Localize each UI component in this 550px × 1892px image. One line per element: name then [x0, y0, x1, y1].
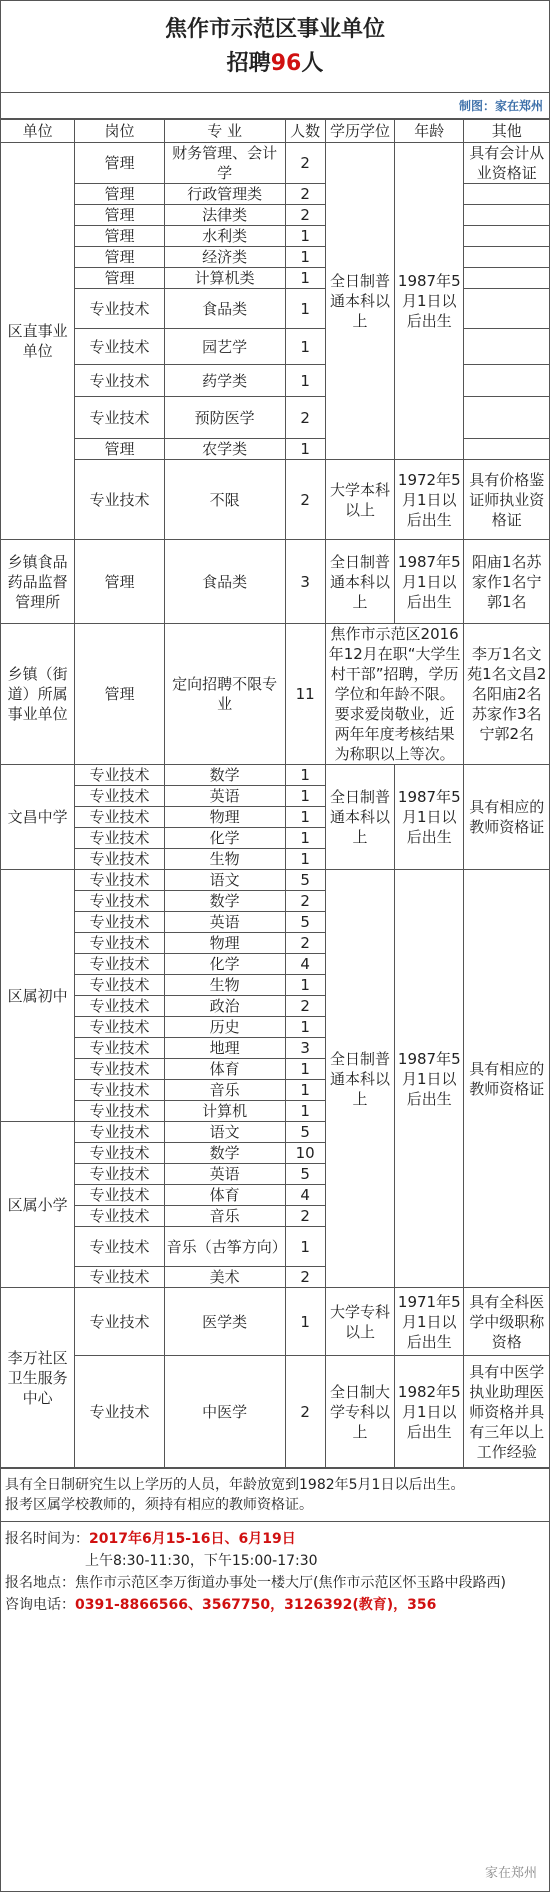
title-pre: 招聘	[226, 50, 271, 76]
other-cell	[464, 365, 549, 397]
unit-cell: 区属初中	[1, 870, 75, 1122]
place-label: 报名地点：	[5, 1575, 75, 1591]
post-cell: 专业技术	[75, 1017, 164, 1038]
count-cell: 1	[285, 365, 325, 397]
post-cell: 专业技术	[75, 954, 164, 975]
count-cell: 2	[285, 1356, 325, 1468]
count-cell: 5	[285, 1122, 325, 1143]
post-cell: 专业技术	[75, 1143, 164, 1164]
count-cell: 2	[285, 143, 325, 184]
watermark: 家在郑州	[484, 1866, 537, 1881]
count-cell: 1	[285, 1227, 325, 1267]
count-cell: 1	[285, 1017, 325, 1038]
unit-cell: 文昌中学	[1, 765, 75, 870]
post-cell: 管理	[75, 439, 164, 460]
age-cell: 1982年5月1日以后出生	[395, 1356, 464, 1468]
major-cell: 园艺学	[164, 329, 285, 365]
post-cell: 专业技术	[75, 460, 164, 540]
header-cell: 人数	[285, 120, 325, 143]
unit-cell: 区直事业单位	[1, 143, 75, 540]
edu-cell: 全日制大学专科以上	[325, 1356, 394, 1468]
table-row	[1, 439, 549, 460]
time-value: 2017年6月15-16日、6月19日	[89, 1531, 296, 1547]
post-cell: 管理	[75, 226, 164, 247]
post-cell: 管理	[75, 184, 164, 205]
major-cell: 计算机类	[164, 268, 285, 289]
post-cell: 管理	[75, 247, 164, 268]
village-requirement-cell: 焦作市示范区2016年12月在职“大学生村干部”招聘，学历学位和年龄不限。要求爱岗敬业，近两年年度考核结果为称职以上等次。	[325, 624, 464, 765]
count-cell: 1	[285, 807, 325, 828]
table-row	[1, 143, 549, 184]
registration-info	[1, 1521, 549, 1622]
post-cell: 专业技术	[75, 1288, 164, 1356]
count-cell: 2	[285, 1267, 325, 1288]
major-cell: 数学	[164, 891, 285, 912]
count-cell: 2	[285, 184, 325, 205]
count-cell: 4	[285, 1185, 325, 1206]
major-cell: 物理	[164, 933, 285, 954]
edu-cell: 全日制普通本科以上	[325, 143, 394, 460]
post-cell: 专业技术	[75, 1101, 164, 1122]
header-cell: 专 业	[164, 120, 285, 143]
header-cell: 学历学位	[325, 120, 394, 143]
other-cell	[464, 289, 549, 329]
major-cell: 农学类	[164, 439, 285, 460]
major-cell: 语文	[164, 1122, 285, 1143]
major-cell: 英语	[164, 786, 285, 807]
count-cell: 1	[285, 1080, 325, 1101]
post-cell: 专业技术	[75, 1356, 164, 1468]
major-cell: 药学类	[164, 365, 285, 397]
major-cell: 物理	[164, 807, 285, 828]
other-cell: 具有会计从业资格证	[464, 143, 549, 184]
count-cell: 1	[285, 975, 325, 996]
edu-cell: 大学本科以上	[325, 460, 394, 540]
recruitment-table	[1, 119, 549, 1468]
major-cell: 化学	[164, 954, 285, 975]
other-cell	[464, 268, 549, 289]
post-cell: 专业技术	[75, 289, 164, 329]
major-cell: 音乐	[164, 1206, 285, 1227]
other-cell: 具有价格鉴证师执业资格证	[464, 460, 549, 540]
table-row	[1, 268, 549, 289]
count-cell: 2	[285, 205, 325, 226]
post-cell: 专业技术	[75, 1038, 164, 1059]
post-cell: 管理	[75, 268, 164, 289]
major-cell: 数学	[164, 1143, 285, 1164]
count-cell: 2	[285, 460, 325, 540]
table-row	[1, 1288, 549, 1356]
other-cell: 阳庙1名苏家作1名宁郭1名	[464, 540, 549, 624]
post-cell: 专业技术	[75, 765, 164, 786]
time-hours: 上午8:30-11:30，下午15:00-17:30	[85, 1553, 318, 1569]
post-cell: 专业技术	[75, 870, 164, 891]
major-cell: 生物	[164, 849, 285, 870]
edu-cell: 大学专科以上	[325, 1288, 394, 1356]
post-cell: 专业技术	[75, 975, 164, 996]
table-row	[1, 624, 549, 765]
table-row	[1, 205, 549, 226]
phone-line	[5, 1594, 545, 1616]
count-cell: 1	[285, 268, 325, 289]
major-cell: 财务管理、会计学	[164, 143, 285, 184]
other-cell	[464, 439, 549, 460]
phone-value: 0391-8866566、3567750，3126392(教育)，356	[75, 1597, 437, 1613]
major-cell: 语文	[164, 870, 285, 891]
major-cell: 政治	[164, 996, 285, 1017]
table-row	[1, 870, 549, 891]
header-cell: 年龄	[395, 120, 464, 143]
table-row	[1, 1356, 549, 1468]
post-cell: 管理	[75, 624, 164, 765]
age-cell: 1987年5月1日以后出生	[395, 765, 464, 870]
other-cell	[464, 397, 549, 439]
major-cell: 医学类	[164, 1288, 285, 1356]
count-cell: 10	[285, 1143, 325, 1164]
header-row	[1, 120, 549, 143]
count-cell: 1	[285, 247, 325, 268]
time-label: 报名时间为：	[5, 1531, 89, 1547]
title-post: 人	[301, 50, 324, 76]
post-cell: 专业技术	[75, 1164, 164, 1185]
table-row	[1, 365, 549, 397]
major-cell: 美术	[164, 1267, 285, 1288]
other-cell: 具有相应的教师资格证	[464, 870, 549, 1288]
edu-cell: 全日制普通本科以上	[325, 765, 394, 870]
major-cell: 食品类	[164, 289, 285, 329]
count-cell: 2	[285, 933, 325, 954]
count-cell: 5	[285, 1164, 325, 1185]
other-cell: 李万1名文苑1名文昌2名阳庙2名苏家作3名宁郭2名	[464, 624, 549, 765]
table-row	[1, 247, 549, 268]
post-cell: 专业技术	[75, 397, 164, 439]
unit-cell: 李万社区卫生服务中心	[1, 1288, 75, 1468]
count-cell: 2	[285, 397, 325, 439]
post-cell: 专业技术	[75, 1267, 164, 1288]
other-cell: 具有中医学执业助理医师资格并具有三年以上工作经验	[464, 1356, 549, 1468]
header-cell: 岗位	[75, 120, 164, 143]
other-cell	[464, 329, 549, 365]
count-cell: 1	[285, 1288, 325, 1356]
age-cell: 1971年5月1日以后出生	[395, 1288, 464, 1356]
age-cell: 1987年5月1日以后出生	[395, 143, 464, 460]
major-cell: 音乐	[164, 1080, 285, 1101]
post-cell: 管理	[75, 540, 164, 624]
count-cell: 2	[285, 891, 325, 912]
count-cell: 1	[285, 329, 325, 365]
major-cell: 计算机	[164, 1101, 285, 1122]
other-cell	[464, 226, 549, 247]
count-cell: 1	[285, 849, 325, 870]
post-cell: 专业技术	[75, 849, 164, 870]
other-cell: 具有相应的教师资格证	[464, 765, 549, 870]
count-cell: 3	[285, 540, 325, 624]
major-cell: 定向招聘不限专业	[164, 624, 285, 765]
header-cell: 单位	[1, 120, 75, 143]
major-cell: 经济类	[164, 247, 285, 268]
edu-cell: 全日制普通本科以上	[325, 540, 394, 624]
post-cell: 专业技术	[75, 1227, 164, 1267]
count-cell: 1	[285, 1101, 325, 1122]
post-cell: 管理	[75, 205, 164, 226]
count-cell: 4	[285, 954, 325, 975]
major-cell: 预防医学	[164, 397, 285, 439]
major-cell: 英语	[164, 912, 285, 933]
count-cell: 5	[285, 870, 325, 891]
major-cell: 法律类	[164, 205, 285, 226]
notes	[1, 1468, 549, 1521]
age-cell: 1987年5月1日以后出生	[395, 540, 464, 624]
edu-cell: 全日制普通本科以上	[325, 870, 394, 1288]
table-row	[1, 540, 549, 624]
table-row	[1, 226, 549, 247]
count-cell: 1	[285, 765, 325, 786]
count-cell: 1	[285, 439, 325, 460]
age-cell: 1972年5月1日以后出生	[395, 460, 464, 540]
major-cell: 行政管理类	[164, 184, 285, 205]
major-cell: 音乐（古筝方向）	[164, 1227, 285, 1267]
major-cell: 地理	[164, 1038, 285, 1059]
unit-cell: 区属小学	[1, 1122, 75, 1288]
table-row	[1, 765, 549, 786]
table-row	[1, 460, 549, 540]
note-line: 报考区属学校教师的，须持有相应的教师资格证。	[5, 1497, 313, 1513]
post-cell: 专业技术	[75, 933, 164, 954]
title-line2	[227, 47, 324, 81]
count-cell: 1	[285, 828, 325, 849]
title-count: 96	[270, 50, 302, 76]
major-cell: 体育	[164, 1185, 285, 1206]
page-title	[1, 1, 549, 93]
title-line1: 焦作市示范区事业单位	[164, 16, 385, 42]
other-cell: 具有全科医学中级职称资格	[464, 1288, 549, 1356]
post-cell: 专业技术	[75, 996, 164, 1017]
place-line	[5, 1572, 545, 1594]
major-cell: 历史	[164, 1017, 285, 1038]
post-cell: 专业技术	[75, 1080, 164, 1101]
count-cell: 1	[285, 1059, 325, 1080]
other-cell	[464, 205, 549, 226]
unit-cell: 乡镇食品药品监督管理所	[1, 540, 75, 624]
major-cell: 化学	[164, 828, 285, 849]
post-cell: 专业技术	[75, 786, 164, 807]
header-cell: 其他	[464, 120, 549, 143]
table-row	[1, 329, 549, 365]
major-cell: 中医学	[164, 1356, 285, 1468]
count-cell: 2	[285, 1206, 325, 1227]
age-cell: 1987年5月1日以后出生	[395, 870, 464, 1288]
count-cell: 3	[285, 1038, 325, 1059]
post-cell: 管理	[75, 143, 164, 184]
count-cell: 1	[285, 226, 325, 247]
post-cell: 专业技术	[75, 365, 164, 397]
table-body	[1, 120, 549, 1468]
table-row	[1, 289, 549, 329]
post-cell: 专业技术	[75, 912, 164, 933]
count-cell: 11	[285, 624, 325, 765]
other-cell	[464, 247, 549, 268]
post-cell: 专业技术	[75, 807, 164, 828]
time-line	[5, 1528, 545, 1550]
place-value: 焦作市示范区李万街道办事处一楼大厅(焦作市示范区怀玉路中段路西)	[75, 1575, 506, 1591]
credit-line: 制图：家在郑州	[1, 93, 549, 119]
major-cell: 数学	[164, 765, 285, 786]
other-cell	[464, 184, 549, 205]
post-cell: 专业技术	[75, 891, 164, 912]
major-cell: 体育	[164, 1059, 285, 1080]
major-cell: 生物	[164, 975, 285, 996]
note-line: 具有全日制研究生以上学历的人员，年龄放宽到1982年5月1日以后出生。	[5, 1477, 465, 1493]
count-cell: 5	[285, 912, 325, 933]
count-cell: 1	[285, 786, 325, 807]
phone-label: 咨询电话：	[5, 1597, 75, 1613]
post-cell: 专业技术	[75, 828, 164, 849]
table-row	[1, 397, 549, 439]
unit-cell: 乡镇（街道）所属事业单位	[1, 624, 75, 765]
major-cell: 水利类	[164, 226, 285, 247]
count-cell: 1	[285, 289, 325, 329]
post-cell: 专业技术	[75, 329, 164, 365]
post-cell: 专业技术	[75, 1122, 164, 1143]
post-cell: 专业技术	[75, 1059, 164, 1080]
table-row	[1, 184, 549, 205]
post-cell: 专业技术	[75, 1206, 164, 1227]
major-cell: 不限	[164, 460, 285, 540]
major-cell: 英语	[164, 1164, 285, 1185]
major-cell: 食品类	[164, 540, 285, 624]
post-cell: 专业技术	[75, 1185, 164, 1206]
count-cell: 2	[285, 996, 325, 1017]
